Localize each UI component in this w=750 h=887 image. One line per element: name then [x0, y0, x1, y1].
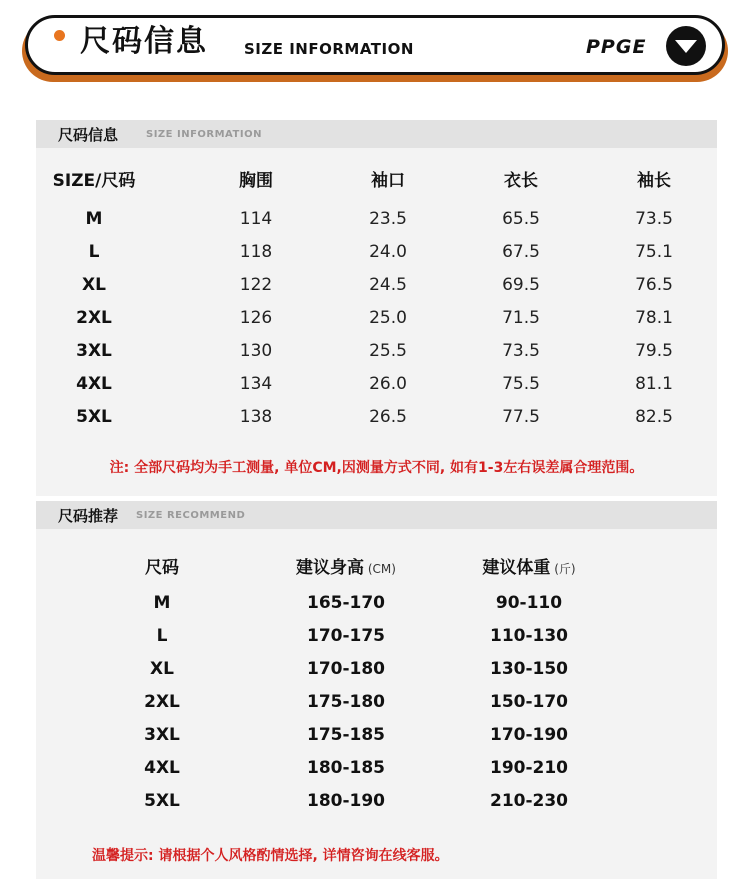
table-cell: 170-190 — [489, 725, 569, 745]
table-cell: 73.5 — [502, 341, 540, 361]
column-unit: (斤) — [550, 562, 576, 576]
table-cell: 25.5 — [369, 341, 407, 361]
table-cell: 67.5 — [502, 242, 540, 262]
page-subtitle: SIZE INFORMATION — [244, 40, 414, 58]
column-unit: (CM) — [364, 562, 396, 576]
size-info-subtitle: SIZE INFORMATION — [146, 129, 262, 140]
table-cell: 138 — [239, 407, 273, 427]
table-cell: 170-180 — [306, 659, 386, 679]
size-label: L — [156, 626, 168, 646]
table-cell: 76.5 — [635, 275, 673, 295]
table-cell: 78.1 — [635, 308, 673, 328]
table-cell: 114 — [239, 209, 273, 229]
size-label: 5XL — [76, 407, 112, 427]
size-recommend-subtitle: SIZE RECOMMEND — [136, 510, 246, 521]
table-cell: 165-170 — [306, 593, 386, 613]
table-cell: 126 — [239, 308, 273, 328]
size-recommend-column-header — [439, 553, 619, 578]
table-cell: 130 — [239, 341, 273, 361]
size-label: M — [85, 209, 103, 229]
table-cell: 82.5 — [635, 407, 673, 427]
table-cell: 190-210 — [489, 758, 569, 778]
size-label: XL — [82, 275, 106, 295]
table-cell: 23.5 — [369, 209, 407, 229]
size-label: L — [88, 242, 100, 262]
table-cell: 77.5 — [502, 407, 540, 427]
table-cell: 26.0 — [369, 374, 407, 394]
table-cell: 180-185 — [306, 758, 386, 778]
size-label: 4XL — [76, 374, 112, 394]
table-cell: 75.1 — [635, 242, 673, 262]
size-label: M — [153, 593, 171, 613]
table-cell: 118 — [239, 242, 273, 262]
size-recommend-column-header — [72, 553, 252, 578]
column-label: 尺码 — [145, 558, 179, 578]
measurement-note: 注: 全部尺码均为手工测量, 单位CM,因测量方式不同, 如有1-3左右误差属合理范围。 — [109, 460, 644, 476]
dropdown-button[interactable] — [666, 26, 706, 66]
table-cell: 71.5 — [502, 308, 540, 328]
table-cell: 24.5 — [369, 275, 407, 295]
size-label: XL — [150, 659, 174, 679]
table-cell: 73.5 — [635, 209, 673, 229]
table-cell: 79.5 — [635, 341, 673, 361]
table-cell: 26.5 — [369, 407, 407, 427]
tip-note: 温馨提示: 请根据个人风格酌情选择, 详情咨询在线客服。 — [92, 848, 449, 864]
table-cell: 130-150 — [489, 659, 569, 679]
table-cell: 25.0 — [369, 308, 407, 328]
size-info-column-header: 袖口 — [371, 171, 405, 191]
size-info-column-header: 袖长 — [637, 171, 671, 191]
size-info-title: 尺码信息 — [58, 126, 119, 144]
size-info-column-header: 衣长 — [504, 171, 538, 191]
column-label: 建议身高 — [296, 558, 365, 578]
size-info-header — [36, 120, 717, 148]
chevron-down-icon — [675, 40, 697, 53]
table-cell: 180-190 — [306, 791, 386, 811]
size-label: 3XL — [144, 725, 180, 745]
table-cell: 150-170 — [489, 692, 569, 712]
column-label: 建议体重 — [482, 558, 551, 578]
size-info-panel — [36, 120, 717, 496]
size-info-column-header: 胸围 — [239, 171, 273, 191]
table-cell: 175-185 — [306, 725, 386, 745]
size-label: 5XL — [144, 791, 180, 811]
table-cell: 65.5 — [502, 209, 540, 229]
table-cell: 75.5 — [502, 374, 540, 394]
table-cell: 69.5 — [502, 275, 540, 295]
table-cell: 110-130 — [489, 626, 569, 646]
size-info-column-header: SIZE/尺码 — [52, 171, 136, 191]
size-label: 3XL — [76, 341, 112, 361]
size-recommend-title: 尺码推荐 — [58, 507, 119, 525]
size-recommend-header — [36, 501, 717, 529]
table-cell: 81.1 — [635, 374, 673, 394]
table-cell: 170-175 — [306, 626, 386, 646]
table-cell: 122 — [239, 275, 273, 295]
size-label: 2XL — [144, 692, 180, 712]
size-label: 4XL — [144, 758, 180, 778]
size-label: 2XL — [76, 308, 112, 328]
table-cell: 175-180 — [306, 692, 386, 712]
table-cell: 134 — [239, 374, 273, 394]
accent-dot-icon — [54, 30, 65, 41]
page-title: 尺码信息 — [80, 24, 208, 59]
table-cell: 90-110 — [495, 593, 563, 613]
size-recommend-panel — [36, 501, 717, 879]
size-recommend-column-header — [256, 553, 436, 578]
table-cell: 210-230 — [489, 791, 569, 811]
table-cell: 24.0 — [369, 242, 407, 262]
brand-logo: PPGE — [586, 36, 647, 58]
